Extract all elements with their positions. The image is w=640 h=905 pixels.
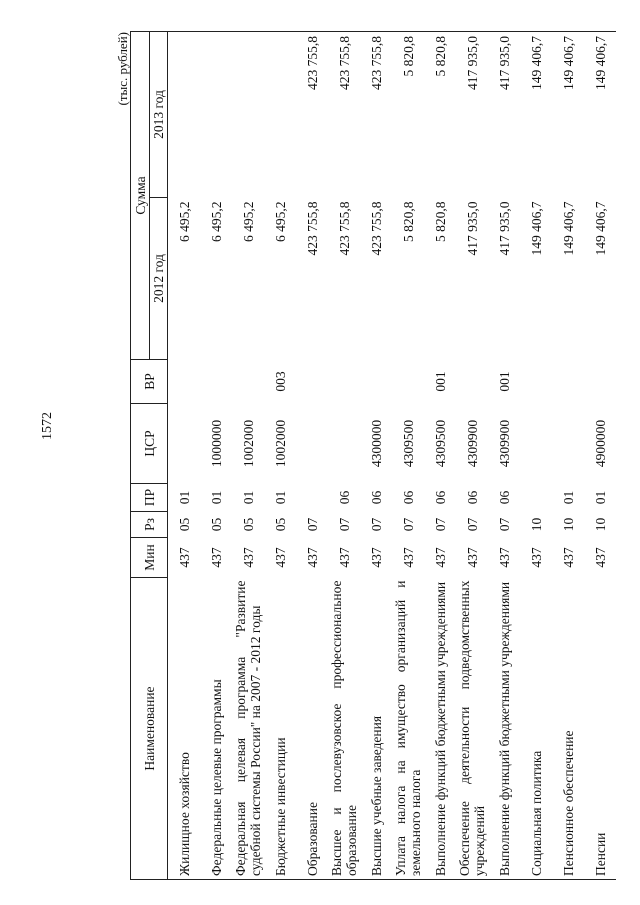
- row-amount-2012: 149 406,7: [528, 201, 544, 256]
- row-vr: [168, 360, 201, 404]
- row-name: Жилищное хозяйство: [168, 578, 201, 880]
- row-amount-2012: 423 755,8: [368, 201, 384, 256]
- row-vr: [360, 360, 392, 404]
- row-rz: 07: [432, 517, 448, 532]
- row-name: Выполнение функций бюджетными учреждениями: [488, 578, 520, 880]
- table-row: [232, 31, 264, 879]
- row-rz: 10: [528, 517, 544, 532]
- row-amount-2012: 6 495,2: [208, 201, 224, 242]
- row-rz: 07: [496, 517, 512, 532]
- row-vr: [392, 360, 424, 404]
- table-row: [296, 31, 328, 879]
- row-rz: 07: [400, 517, 416, 532]
- row-csr: 1002000: [272, 419, 288, 468]
- row-amount-2013: 417 935,0: [456, 31, 488, 197]
- row-rz: 05: [176, 517, 192, 532]
- row-csr: [168, 404, 201, 484]
- units-label: (тыс. рублей): [115, 32, 130, 106]
- row-vr: [520, 360, 552, 404]
- row-name: Высшее и послевузовское профессиональное образование: [328, 578, 360, 880]
- table-row: [264, 31, 296, 879]
- row-csr: 4309900: [496, 419, 512, 468]
- row-pr: 06: [432, 490, 448, 505]
- row-min: 437: [368, 547, 384, 568]
- table-row: [200, 31, 232, 879]
- row-amount-2012: 423 755,8: [336, 201, 352, 256]
- row-pr: 01: [208, 490, 224, 505]
- table-row: [360, 31, 392, 879]
- table-row: [328, 31, 360, 879]
- row-rz: 10: [560, 517, 576, 532]
- row-name: Бюджетные инвестиции: [264, 578, 296, 880]
- header-sum: Сумма: [131, 31, 150, 359]
- row-vr: 001: [496, 371, 512, 392]
- row-pr: 01: [240, 490, 256, 505]
- row-pr: [520, 484, 552, 512]
- row-amount-2013: 417 935,0: [488, 31, 520, 197]
- row-vr: [584, 360, 616, 404]
- row-vr: [328, 360, 360, 404]
- row-amount-2012: 417 935,0: [496, 201, 512, 256]
- row-amount-2013: [232, 31, 264, 197]
- row-min: 437: [528, 547, 544, 568]
- row-pr: [296, 484, 328, 512]
- table-row: [392, 31, 424, 879]
- header-2012: 2012 год: [150, 198, 168, 360]
- row-pr: 01: [560, 490, 576, 505]
- row-vr: 001: [432, 371, 448, 392]
- row-csr: 4300000: [368, 419, 384, 468]
- row-amount-2012: 5 820,8: [432, 201, 448, 242]
- table-header: [131, 31, 168, 879]
- row-amount-2013: 149 406,7: [552, 31, 584, 197]
- row-min: 437: [176, 547, 192, 568]
- row-vr: [296, 360, 328, 404]
- row-csr: 4309500: [400, 419, 416, 468]
- row-amount-2013: 149 406,7: [584, 31, 616, 197]
- row-rz: 05: [208, 517, 224, 532]
- row-csr: 4309500: [432, 419, 448, 468]
- row-rz: 10: [592, 517, 608, 532]
- header-name: Наименование: [131, 578, 168, 880]
- table-row: [456, 31, 488, 879]
- row-amount-2012: 417 935,0: [464, 201, 480, 256]
- row-csr: [520, 404, 552, 484]
- table-row: [168, 31, 201, 879]
- table-row: [520, 31, 552, 879]
- row-name: Выполнение функций бюджетными учреждениями: [424, 578, 456, 880]
- row-min: 437: [304, 547, 320, 568]
- page-number: 1572: [40, 412, 55, 440]
- row-pr: 06: [400, 490, 416, 505]
- row-pr: 06: [336, 490, 352, 505]
- table-row: [488, 31, 520, 879]
- row-name: Федеральная целевая программа "Развитие судебной системы России" на 2007 - 2012 годы: [232, 578, 264, 880]
- row-name: Образование: [296, 578, 328, 880]
- row-rz: 07: [304, 517, 320, 532]
- row-vr: [552, 360, 584, 404]
- row-amount-2013: [264, 31, 296, 197]
- row-amount-2013: [168, 31, 201, 197]
- row-name: Уплата налога на имущество организаций и земельного налога: [392, 578, 424, 880]
- row-pr: 01: [176, 490, 192, 505]
- row-amount-2013: 423 755,8: [328, 31, 360, 197]
- row-amount-2012: 423 755,8: [304, 201, 320, 256]
- row-csr: [552, 404, 584, 484]
- row-amount-2012: 6 495,2: [272, 201, 288, 242]
- row-min: 437: [336, 547, 352, 568]
- table-body: [168, 31, 617, 879]
- row-amount-2012: 6 495,2: [176, 201, 192, 242]
- row-pr: 06: [464, 490, 480, 505]
- header-2013: 2013 год: [150, 31, 168, 197]
- row-csr: 4900000: [592, 419, 608, 468]
- row-csr: 1000000: [208, 419, 224, 468]
- row-min: 437: [464, 547, 480, 568]
- row-pr: 01: [272, 490, 288, 505]
- row-name: Социальная политика: [520, 578, 552, 880]
- row-amount-2012: 149 406,7: [560, 201, 576, 256]
- row-name: Обеспечение деятельности подведомственных учреждений: [456, 578, 488, 880]
- row-min: 437: [272, 547, 288, 568]
- row-min: 437: [592, 547, 608, 568]
- rotated-document: [116, 32, 628, 880]
- row-csr: [328, 404, 360, 484]
- budget-table: [130, 31, 616, 880]
- row-amount-2013: 5 820,8: [424, 31, 456, 197]
- row-name: Пенсии: [584, 578, 616, 880]
- row-amount-2012: 149 406,7: [592, 201, 608, 256]
- header-csr: ЦСР: [131, 404, 168, 484]
- row-csr: 1002000: [240, 419, 256, 468]
- row-amount-2012: 5 820,8: [400, 201, 416, 242]
- row-amount-2012: 6 495,2: [240, 201, 256, 242]
- row-pr: 01: [592, 490, 608, 505]
- row-name: Федеральные целевые программы: [200, 578, 232, 880]
- row-vr: 003: [272, 371, 288, 392]
- header-vr: ВР: [131, 360, 168, 404]
- row-min: 437: [240, 547, 256, 568]
- row-amount-2013: 5 820,8: [392, 31, 424, 197]
- row-rz: 07: [368, 517, 384, 532]
- row-rz: 05: [240, 517, 256, 532]
- table-row: [552, 31, 584, 879]
- row-min: 437: [560, 547, 576, 568]
- row-name: Высшие учебные заведения: [360, 578, 392, 880]
- row-vr: [232, 360, 264, 404]
- row-vr: [200, 360, 232, 404]
- row-pr: 06: [496, 490, 512, 505]
- header-pr: ПР: [131, 484, 168, 512]
- table-row: [424, 31, 456, 879]
- row-amount-2013: [200, 31, 232, 197]
- row-name: Пенсионное обеспечение: [552, 578, 584, 880]
- row-pr: 06: [368, 490, 384, 505]
- row-min: 437: [208, 547, 224, 568]
- row-csr: [296, 404, 328, 484]
- table-row: [584, 31, 616, 879]
- row-amount-2013: 423 755,8: [360, 31, 392, 197]
- row-csr: 4309900: [464, 419, 480, 468]
- row-min: 437: [432, 547, 448, 568]
- row-vr: [456, 360, 488, 404]
- row-amount-2013: 149 406,7: [520, 31, 552, 197]
- header-min: Мин: [131, 538, 168, 578]
- row-amount-2013: 423 755,8: [296, 31, 328, 197]
- row-rz: 05: [272, 517, 288, 532]
- header-rz: Рз: [131, 512, 168, 538]
- row-rz: 07: [464, 517, 480, 532]
- row-min: 437: [496, 547, 512, 568]
- row-min: 437: [400, 547, 416, 568]
- row-rz: 07: [336, 517, 352, 532]
